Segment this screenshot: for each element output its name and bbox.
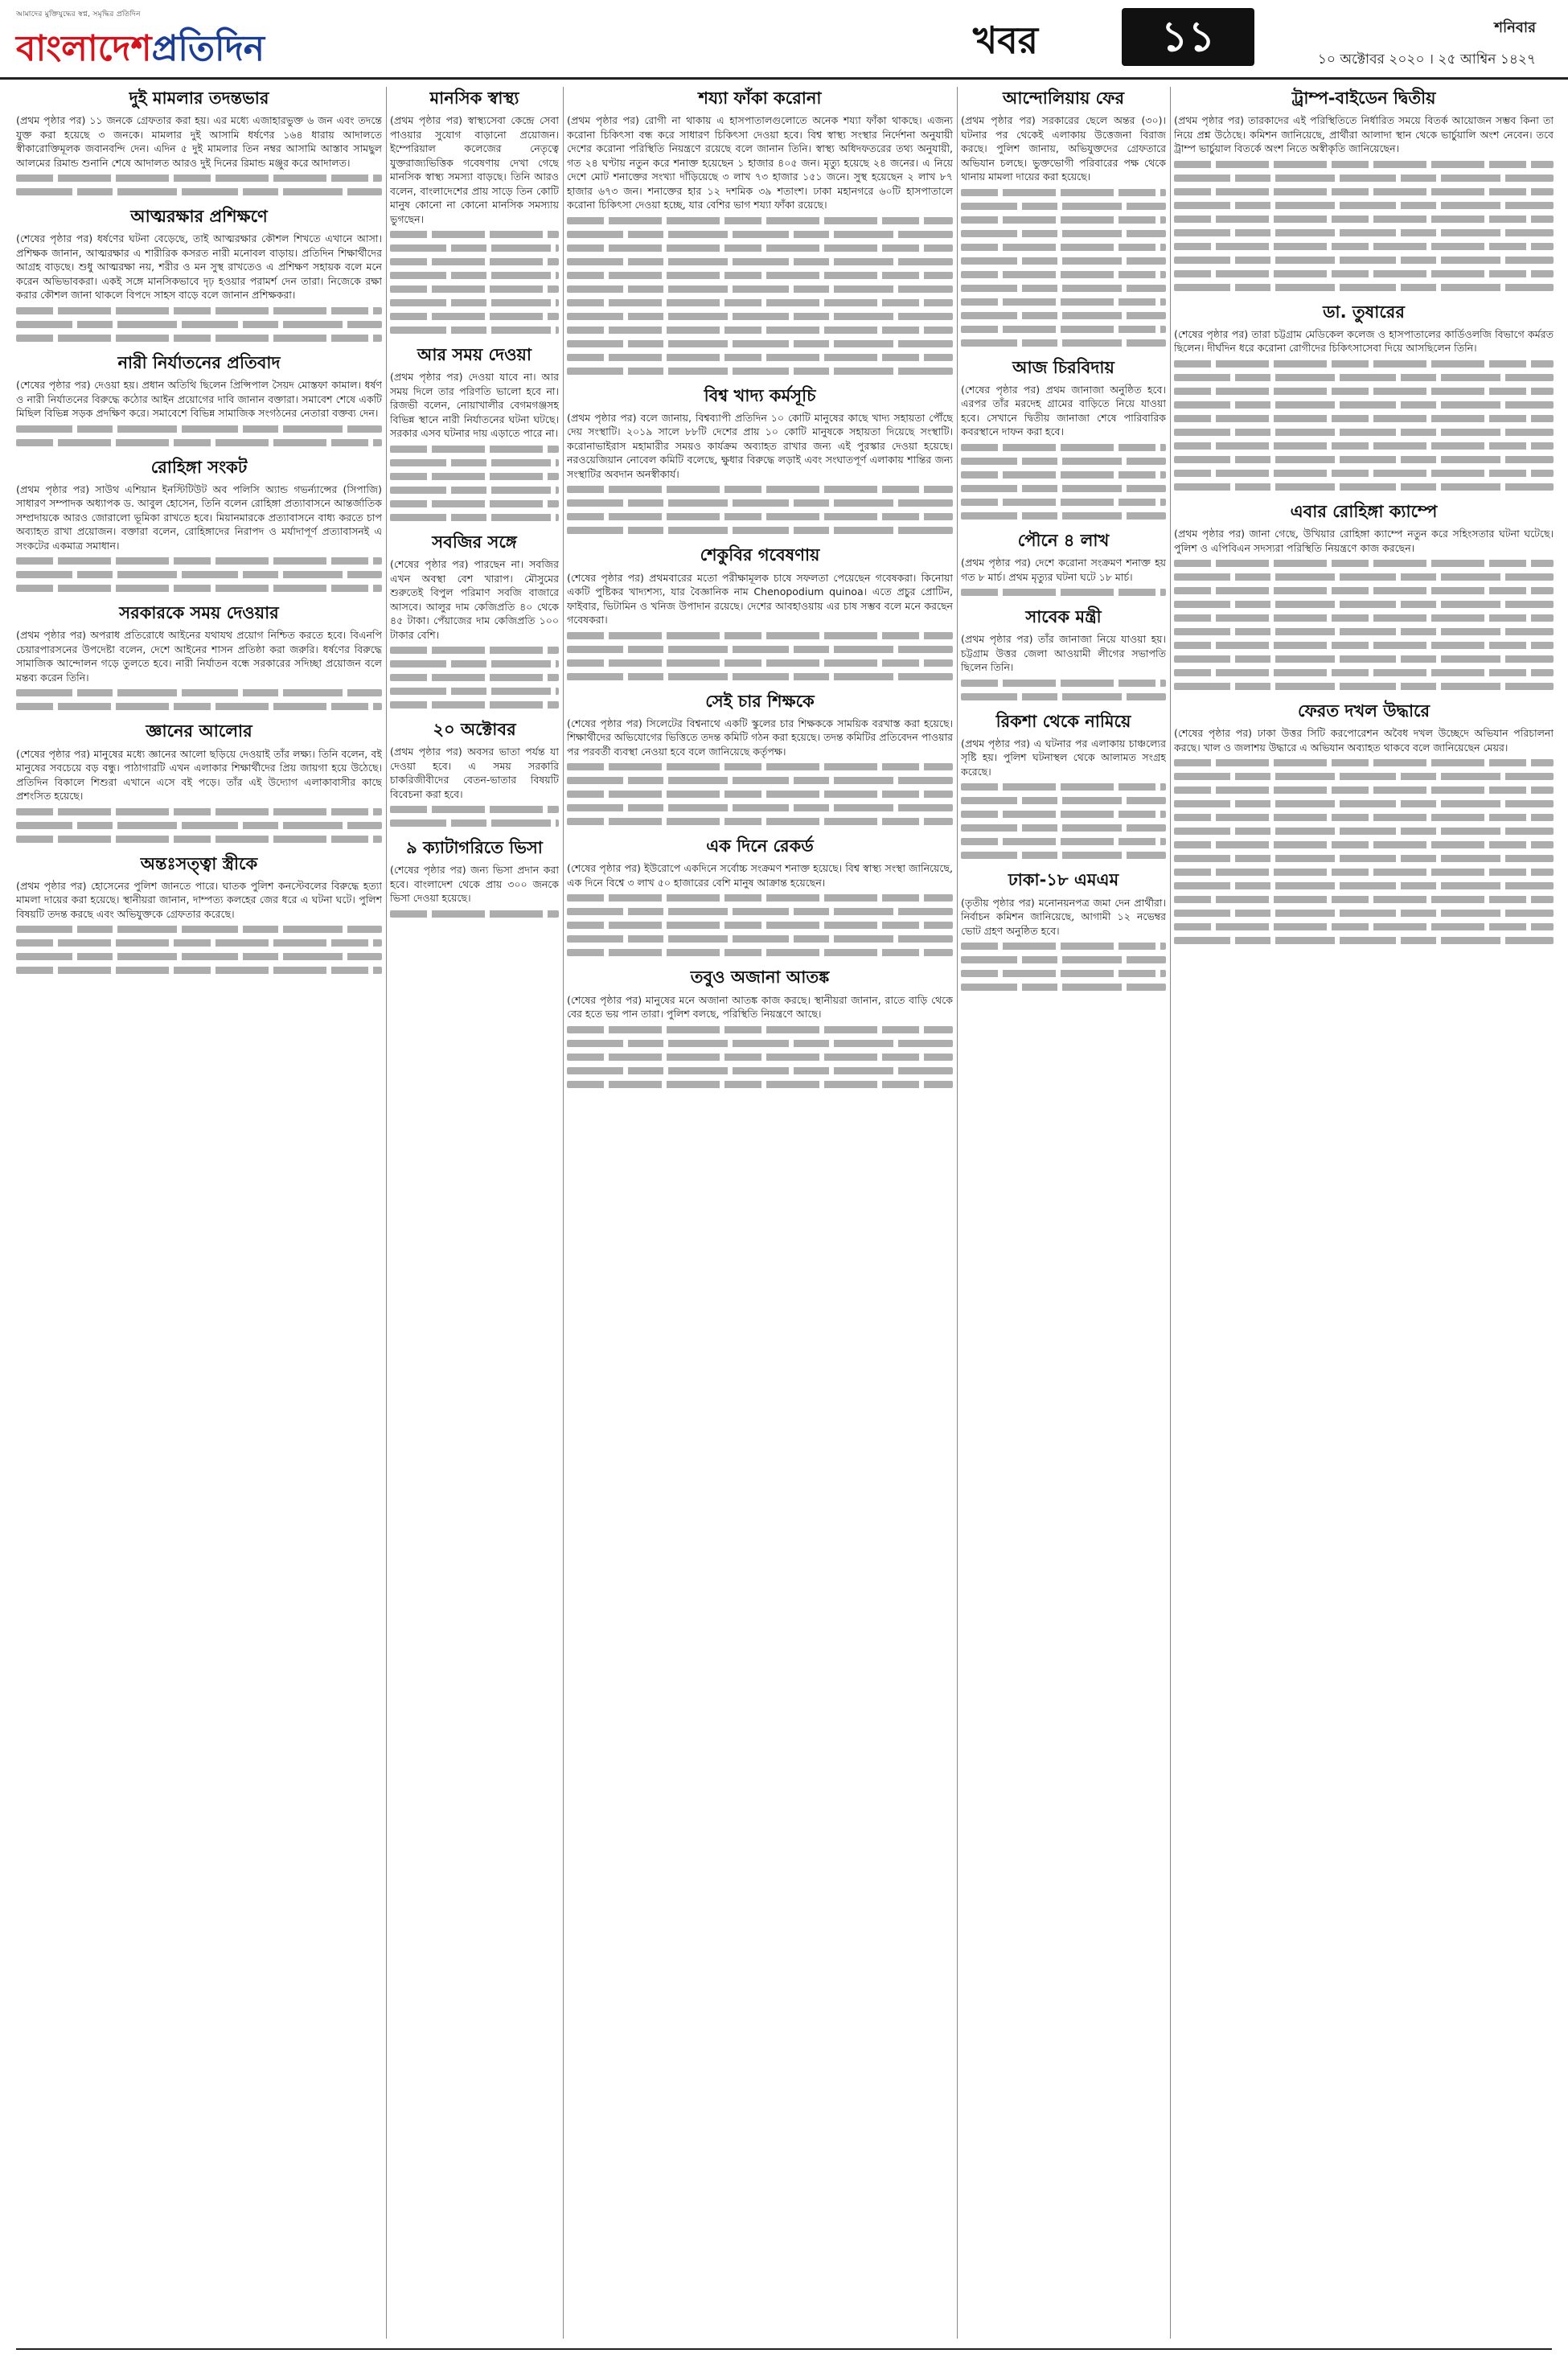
- weekday: শনিবার: [1494, 19, 1536, 36]
- column-divider: [1170, 87, 1171, 2339]
- text-continuation: [567, 818, 953, 825]
- text-continuation: [1174, 787, 1554, 794]
- text-continuation: [16, 335, 382, 342]
- text-continuation: [567, 1054, 953, 1061]
- story-body: (শেষের পৃষ্ঠার পর) তারা চট্টগ্রাম মেডিকেল কলেজ ও হাসপাতালের কার্ডিওলজি বিভাগে কর্মরত ছিলেন। দীর্ঘদিন ধরে করোনা রোগীদের চিকিৎসাসেবা দিয়ে আসছিলেন তিনি।: [1174, 327, 1554, 355]
- text-continuation: [16, 321, 382, 328]
- text-continuation: [961, 512, 1166, 520]
- news-story: [1174, 502, 1554, 690]
- news-story: [961, 358, 1166, 520]
- news-story: [1174, 88, 1554, 291]
- text-continuation: [961, 244, 1166, 251]
- story-headline[interactable]: ট্রাম্প-বাইডেন দ্বিতীয়: [1291, 88, 1436, 108]
- text-continuation: [961, 298, 1166, 306]
- story-headline[interactable]: আজ চিরবিদায়: [1012, 357, 1114, 377]
- text-continuation: [390, 701, 559, 709]
- logo-part-bangladesh: বাংলাদেশ: [16, 28, 152, 69]
- text-continuation: [1174, 202, 1554, 209]
- dateline: [1318, 16, 1536, 72]
- text-continuation: [567, 1067, 953, 1074]
- text-continuation: [567, 231, 953, 238]
- news-story: [16, 854, 382, 975]
- section-title: খবর: [973, 18, 1039, 62]
- text-continuation: [390, 244, 559, 252]
- text-continuation: [390, 688, 559, 695]
- text-continuation: [961, 216, 1166, 224]
- story-body: (শেষের পৃষ্ঠার পর) সিলেটের বিশ্বনাথে একটি স্কুলের চার শিক্ষককে সাময়িক বরখাস্ত করা হয়েছে। শিক্ষার্থীদের অভিযোগের ভিত্তিতে তদন্ত কমিটি গঠন করা হয়েছে। তদন্ত কমিটির প্রতিবেদন পাওয়ার পর পরবর্তী ব্যবস্থা নেওয়া হবে বলে জানিয়েছে কর্তৃপক্ষ।: [567, 717, 953, 758]
- story-body: (প্রথম পৃষ্ঠার পর) জানা গেছে, উখিয়ার রোহিঙ্গা ক্যাম্পে নতুন করে সহিংসতার ঘটনা ঘটেছে। পুলিশ ও এপিবিএন সদস্যরা পরিস্থিতি নিয়ন্ত্রণে কাজ করছেন।: [1174, 528, 1554, 554]
- text-continuation: [390, 660, 559, 667]
- text-continuation: [567, 368, 953, 375]
- story-body: (শেষের পৃষ্ঠার পর) ঢাকা উত্তর সিটি করপোরেশন অবৈধ দখল উচ্ছেদে অভিযান পরিচালনা করছে। খাল ও জলাশয় উদ্ধারে এ অভিযান অব্যাহত থাকবে বলে জানিয়েছেন মেয়র।: [1174, 727, 1554, 754]
- story-headline[interactable]: এবার রোহিঙ্গা ক্যাম্পে: [1290, 501, 1438, 521]
- story-headline[interactable]: ডা. তুষারের: [1323, 302, 1405, 322]
- story-body: (প্রথম পৃষ্ঠার পর) রোগী না থাকায় এ হাসপাতালগুলোতে অনেক শয্যা ফাঁকা থাকছে। এজন্য করোনা চিকিৎসা বন্ধ করে সাধারণ চিকিৎসা দেওয়া হবে। বিশ্ব স্বাস্থ্য সংস্থার নির্দেশনা অনুযায়ী দেশের করোনা পরিস্থিতি নিয়ন্ত্রণে রয়েছে বলে জানান তিনি। স্বাস্থ্য অধিদফতরের তথ্য অনুযায়ী, গত ২৪ ঘণ্টায় নতুন করে শনাক্ত হয়েছেন ১ হাজার ৪০৫ জন। মৃত্যু হয়েছে ২৪ জনের। এ নিয়ে দেশে মোট শনাক্তের সংখ্যা দাঁড়িয়েছে ৩ লাখ ৭৩ হাজার ১৫১ জনে। সুস্থ হয়েছেন ২ লাখ ৮৭ হাজার ৬৭৩ জন। শনাক্তের হার ১২ দশমিক ৩৯ শতাংশ। ঢাকা মহানগরে ৬০টি হাসপাতালে করোনা চিকিৎসা দেওয়া হচ্ছে, যার বেশির ভাগ শয্যা ফাঁকা রয়েছে।: [567, 114, 953, 212]
- story-headline[interactable]: শয্যা ফাঁকা করোনা: [698, 88, 822, 108]
- logo-tagline: আমাদের মুক্তিযুদ্ধের স্বপ্ন, সমৃদ্ধির প্রতিদিন: [16, 10, 141, 18]
- story-headline[interactable]: রোহিঙ্গা সংকট: [150, 457, 248, 477]
- text-continuation: [961, 471, 1166, 478]
- story-headline[interactable]: মানসিক স্বাস্থ্য: [429, 88, 519, 108]
- text-continuation: [390, 674, 559, 681]
- text-continuation: [16, 175, 382, 182]
- text-continuation: [16, 926, 382, 933]
- text-continuation: [567, 1026, 953, 1033]
- text-continuation: [1174, 284, 1554, 291]
- text-continuation: [567, 499, 953, 507]
- news-story: [567, 386, 953, 535]
- story-headline[interactable]: আন্দোলিয়ায় ফের: [1002, 88, 1125, 108]
- text-continuation: [961, 956, 1166, 963]
- text-continuation: [567, 763, 953, 770]
- news-story: [961, 607, 1166, 700]
- text-continuation: [567, 659, 953, 667]
- text-continuation: [961, 680, 1166, 687]
- text-continuation: [961, 984, 1166, 991]
- text-continuation: [961, 943, 1166, 950]
- text-continuation: [1174, 869, 1554, 876]
- text-continuation: [16, 557, 382, 565]
- text-continuation: [567, 935, 953, 943]
- story-body: (শেষের পৃষ্ঠার পর) প্রথম জানাজা অনুষ্ঠিত হবে। এরপর তাঁর মরদেহ গ্রামের বাড়িতে নিয়ে যাওয়া হবে। সেখানে দ্বিতীয় জানাজা শেষে পারিবারিক কবরস্থানে দাফন করা হবে।: [961, 383, 1166, 438]
- text-continuation: [1174, 483, 1554, 491]
- news-story: [390, 345, 559, 521]
- masthead: [0, 0, 1568, 80]
- news-story: [567, 88, 953, 375]
- text-continuation: [961, 458, 1166, 465]
- text-continuation: [567, 244, 953, 252]
- logo-part-protidin: প্রতিদিন: [151, 28, 265, 69]
- story-body: (প্রথম পৃষ্ঠার পর) সাউথ এশিয়ান ইনস্টিটিউট অব পলিসি অ্যান্ড গভর্ন্যান্সের (সিপাজি) সাধারণ সম্পাদক অধ্যাপক ড. আবুল হোসেন, তিনি বলেন রোহিঙ্গা প্রত্যাবাসনে আন্তর্জাতিক সম্প্রদায়কে আরও জোরালো ভূমিকা রাখতে হবে। মিয়ানমারকে প্রত্যাবাসনে বাধ্য করতে চাপ অব্যাহত রাখা প্রয়োজন। বক্তারা বলেন, রোহিঙ্গাদের নিরাপদ ও মর্যাদাপূর্ণ প্রত্যাবাসনই এ সংকটের একমাত্র সমাধান।: [16, 483, 382, 552]
- text-continuation: [1174, 882, 1554, 889]
- news-story: [16, 721, 382, 842]
- text-continuation: [567, 217, 953, 224]
- text-continuation: [390, 910, 559, 918]
- text-continuation: [961, 783, 1166, 791]
- story-headline[interactable]: নারী নির্যাতনের প্রতিবাদ: [117, 352, 281, 372]
- text-continuation: [567, 513, 953, 520]
- text-continuation: [16, 939, 382, 947]
- news-story: [390, 838, 559, 918]
- text-continuation: [567, 272, 953, 279]
- text-continuation: [1174, 683, 1554, 690]
- logo-text: [16, 22, 362, 80]
- news-story: [567, 836, 953, 956]
- text-continuation: [390, 285, 559, 293]
- text-continuation: [1174, 257, 1554, 264]
- text-continuation: [567, 1081, 953, 1088]
- column-4: [961, 87, 1166, 2339]
- text-continuation: [961, 444, 1166, 451]
- text-continuation: [1174, 800, 1554, 807]
- text-continuation: [1174, 401, 1554, 409]
- story-headline[interactable]: সবজির সঙ্গে: [432, 532, 517, 552]
- text-continuation: [567, 922, 953, 929]
- story-body: (প্রথম পৃষ্ঠার পর) দেওয়া যাবে না। আর সময় দিলে তার পরিণতি ভালো হবে না। রিজভী বলেন, নোয়াখালীর বেগমগঞ্জসহ বিভিন্ন স্থানে নারী নির্যাতনের ঘটনা ঘটছে। সরকার এসব ঘটনার দায় এড়াতে পারে না।: [390, 371, 559, 440]
- news-story: [1174, 302, 1554, 491]
- story-body: (শেষের পৃষ্ঠার পর) মানুষের মধ্যে জ্ঞানের আলো ছড়িয়ে দেওয়াই তাঁর লক্ষ্য। তিনি বলেন, বই মানুষের সবচেয়ে বড় বন্ধু। পাঠাগারটি এখন এলাকার শিক্ষার্থীদের প্রিয় জায়গা হয়ে উঠেছে। প্রতিদিন বিকালে শিশুরা এখানে এসে বই পড়ে। তাঁর এই উদ্যোগ এলাকাবাসীর কাছে প্রশংসিত হয়েছে।: [16, 747, 382, 803]
- story-headline[interactable]: অন্তঃসত্ত্বা স্ত্রীকে: [140, 853, 258, 873]
- column-divider: [957, 87, 958, 2339]
- story-body: (প্রথম পৃষ্ঠার পর) অপরাধ প্রতিরোধে আইনের যথাযথ প্রয়োগ নিশ্চিত করতে হবে। বিএনপি চেয়ারপারসনের উপদেষ্টা বলেন, দেশে আইনের শাসন প্রতিষ্ঠা করা জরুরি। ধর্ষণের বিরুদ্ধে সামাজিক আন্দোলন গড়ে তুলতে হবে। নারী নির্যাতন বন্ধে সরকারের সদিচ্ছা প্রয়োজন বলে মন্তব্য করেন তিনি।: [16, 629, 382, 684]
- story-body: (প্রথম পৃষ্ঠার পর) স্বাস্থ্যসেবা কেন্দ্রে সেবা পাওয়ার সুযোগ বাড়ানো প্রয়োজন। ইম্পেরিয়াল কলেজের নেতৃত্বে যুক্তরাজ্যভিত্তিক গবেষণায় দেখা গেছে মানসিক স্বাস্থ্য সমস্যা বাড়ছে। তিনি আরও বলেন, বাংলাদেশের প্রায় সাড়ে তিন কোটি মানুষ কোনো না কোনো মানসিক সমস্যায় ভুগছেন।: [390, 114, 559, 225]
- text-continuation: [1174, 573, 1554, 581]
- text-continuation: [961, 203, 1166, 210]
- column-5: [1174, 87, 1554, 2339]
- text-continuation: [961, 339, 1166, 347]
- text-continuation: [390, 647, 559, 654]
- news-story: [16, 88, 382, 195]
- story-body: (প্রথম পৃষ্ঠার পর) দেশে করোনা সংক্রমণ শনাক্ত হয় গত ৮ মার্চ। প্রথম মৃত্যুর ঘটনা ঘটে ১৮ মার্চ।: [961, 557, 1166, 583]
- text-continuation: [16, 585, 382, 592]
- text-continuation: [961, 257, 1166, 265]
- text-continuation: [16, 439, 382, 446]
- text-continuation: [1174, 429, 1554, 436]
- text-continuation: [1174, 243, 1554, 250]
- page-number: ১১: [1122, 8, 1254, 66]
- column-2: [390, 87, 559, 2339]
- story-headline[interactable]: সরকারকে সময় দেওয়ার: [119, 603, 279, 623]
- text-continuation: [567, 354, 953, 361]
- date-text: ১০ অক্টোবর ২০২০ । ২৫ আশ্বিন ১৪২৭: [1317, 51, 1536, 68]
- story-headline[interactable]: জ্ঞানের আলোর: [146, 721, 252, 741]
- text-continuation: [16, 571, 382, 578]
- story-body: (প্রথম পৃষ্ঠার পর) অবসর ভাতা পর্যন্ত যা দেওয়া হবে। এ সময় সরকারি চাকরিজীবীদের বেতন-ভাতার বিষয়টি বিবেচনা করা হবে।: [390, 745, 559, 800]
- text-continuation: [567, 258, 953, 265]
- text-continuation: [961, 189, 1166, 196]
- text-continuation: [16, 967, 382, 974]
- news-story: [961, 712, 1166, 860]
- text-continuation: [390, 231, 559, 238]
- text-continuation: [1174, 855, 1554, 862]
- news-story: [961, 870, 1166, 991]
- story-body: (প্রথম পৃষ্ঠার পর) ১১ জনকে গ্রেফতার করা হয়। এর মধ্যে এজাহারভুক্ত ৬ জন এবং তদন্তে যুক্ত করা হয়েছে ৩ জনকে। মামলার দুই আসামি ধর্ষণের ১৬৪ ধারায় আদালতে স্বীকারোক্তিমূলক জবানবন্দি দেন। এদিন ৫ দুই মামলার তিন নম্বর আসামি আস্তাব সামছুল আলমের রিমান্ড শুনানি শেষে আদালত আরও দুই দিনের রিমান্ড মঞ্জুর করে আদালত।: [16, 114, 382, 169]
- text-continuation: [390, 806, 559, 813]
- text-continuation: [16, 703, 382, 710]
- text-continuation: [1174, 759, 1554, 766]
- story-body: (শেষের পৃষ্ঠার পর) মানুষের মনে অজানা আতঙ্ক কাজ করছে। স্থানীয়রা জানান, রাতে বাড়ি থেকে বের হতে ভয় পান তারা। পুলিশ বলছে, পরিস্থিতি নিয়ন্ত্রণে আছে।: [567, 993, 953, 1021]
- story-headline[interactable]: আত্মরক্ষার প্রশিক্ষণে: [130, 207, 268, 227]
- text-continuation: [390, 819, 559, 827]
- news-story: [16, 207, 382, 342]
- text-continuation: [390, 487, 559, 494]
- text-continuation: [1174, 642, 1554, 649]
- text-continuation: [961, 970, 1166, 977]
- text-continuation: [961, 271, 1166, 278]
- text-continuation: [390, 500, 559, 507]
- story-body: (তৃতীয় পৃষ্ঠার পর) মনোনয়নপত্র জমা দেন প্রার্থীরা। নির্বাচন কমিশন জানিয়েছে, আগামী ১২ নভেম্বর ভোট গ্রহণ অনুষ্ঠিত হবে।: [961, 896, 1166, 937]
- column-divider: [563, 87, 564, 2339]
- story-body: (শেষের পৃষ্ঠার পর) পারছেন না। সবজির এখন অবস্থা বেশ খারাপ। মৌসুমের শুরুতেই বিপুল পরিমাণ সবজি বাজারে আসবে। আলুর দাম কেজিপ্রতি ৪০ থেকে ৪৫ টাকা। পেঁয়াজের দাম কেজিপ্রতি ১০০ টাকার বেশি।: [390, 558, 559, 641]
- text-continuation: [567, 894, 953, 902]
- text-continuation: [567, 527, 953, 534]
- text-continuation: [961, 824, 1166, 832]
- text-continuation: [567, 299, 953, 306]
- text-continuation: [16, 836, 382, 843]
- text-continuation: [961, 312, 1166, 319]
- story-headline[interactable]: তবুও অজানা আতঙ্ক: [690, 967, 830, 988]
- news-story: [961, 531, 1166, 596]
- news-story: [390, 720, 559, 827]
- story-headline[interactable]: ৯ ক্যাটাগরিতে ভিসা: [406, 838, 543, 858]
- text-continuation: [961, 499, 1166, 506]
- text-continuation: [390, 327, 559, 334]
- newspaper-logo[interactable]: [16, 8, 362, 72]
- story-body: (প্রথম পৃষ্ঠার পর) বলে জানায়, বিশ্বব্যাপী প্রতিদিন ১০ কোটি মানুষের কাছে খাদ্য সহায়তা পৌঁছে দেয় সংস্থাটি। ২০১৯ সালে ৮৮টি দেশের প্রায় ১০ কোটি মানুষকে সহায়তা দিয়েছে সংস্থাটি। করোনাভাইরাস মহামারীর সময়ও কার্যক্রম অব্যাহত রাখার জন্য এই পুরস্কার দেওয়া হয়েছে। নরওয়েজিয়ান নোবেল কমিটি বলেছে, ক্ষুধার বিরুদ্ধে লড়াই এবং সংঘাতপূর্ণ এলাকায় শান্তির জন্য সংস্থাটির অবদান অনস্বীকার্য।: [567, 411, 953, 480]
- story-headline[interactable]: ঢাকা-১৮ এমএম: [1008, 870, 1119, 890]
- text-continuation: [1174, 560, 1554, 567]
- story-body: (প্রথম পৃষ্ঠার পর) হোসেনের পুলিশ জানতে পারে। ঘাতক পুলিশ কনস্টেবলের বিরুদ্ধে হত্যা মামলা দায়ের করা হয়েছে। স্থানীয়রা জানান, দাম্পত্য কলহের জের ধরে এ ঘটনা ঘটে। পুলিশ বিষয়টি তদন্ত করছে এবং অভিযুক্তকে গ্রেফতার করেছে।: [16, 879, 382, 920]
- text-continuation: [390, 299, 559, 306]
- text-continuation: [1174, 814, 1554, 821]
- text-continuation: [961, 230, 1166, 237]
- text-continuation: [567, 804, 953, 811]
- text-continuation: [567, 791, 953, 798]
- text-continuation: [390, 473, 559, 480]
- news-story: [16, 353, 382, 446]
- text-continuation: [1174, 216, 1554, 223]
- text-continuation: [961, 693, 1166, 700]
- news-story: [16, 603, 382, 710]
- text-continuation: [567, 313, 953, 320]
- story-headline[interactable]: ফেরত দখল উদ্ধারে: [1297, 701, 1430, 721]
- text-continuation: [16, 425, 382, 433]
- text-continuation: [1174, 388, 1554, 395]
- story-body: (শেষের পৃষ্ঠার পর) ইউরোপে একদিনে সর্বোচ্চ সংক্রমণ শনাক্ত হয়েছে। বিশ্ব স্বাস্থ্য সংস্থা জানিয়েছে, এক দিনে বিশ্বে ৩ লাখ ৫০ হাজারের বেশি মানুষ আক্রান্ত হয়েছেন।: [567, 862, 953, 889]
- news-story: [567, 692, 953, 826]
- story-body: (শেষের পৃষ্ঠার পর) দেওয়া হয়। প্রধান অতিথি ছিলেন প্রিন্সিপাল সৈয়দ মোস্তফা কামাল। ধর্ষণ ও নারী নির্যাতনের বিরুদ্ধে কঠোর আইন প্রয়োগের দাবি জানান বক্তারা। সমাবেশ শেষে একটি মিছিল বিভিন্ন সড়ক প্রদক্ষিণ করে। সমাবেশে বিভিন্ন সামাজিক সংগঠনের নেতারা বক্তব্য দেন।: [16, 379, 382, 420]
- text-continuation: [16, 307, 382, 314]
- column-1: [16, 87, 382, 2339]
- text-continuation: [961, 811, 1166, 818]
- news-story: [16, 458, 382, 593]
- news-story: [1174, 701, 1554, 944]
- story-headline[interactable]: পৌনে ৪ লাখ: [1017, 530, 1110, 550]
- text-continuation: [16, 822, 382, 829]
- text-continuation: [1174, 161, 1554, 168]
- text-continuation: [16, 188, 382, 195]
- text-continuation: [1174, 470, 1554, 477]
- text-continuation: [567, 486, 953, 493]
- story-body: (শেষের পৃষ্ঠার পর) জন্য ভিসা প্রদান করা হবে। বাংলাদেশ থেকে প্রায় ৩০০ জনকে ভিসা দেওয়া হয়েছে।: [390, 864, 559, 905]
- text-continuation: [1174, 587, 1554, 594]
- text-continuation: [567, 777, 953, 784]
- story-headline[interactable]: বিশ্ব খাদ্য কর্মসূচি: [704, 385, 816, 405]
- text-continuation: [390, 514, 559, 521]
- text-continuation: [1174, 442, 1554, 450]
- text-continuation: [390, 258, 559, 265]
- story-body: (শেষের পৃষ্ঠার পর) প্রথমবারের মতো পরীক্ষামূলক চাষে সফলতা পেয়েছেন গবেষকরা। কিনোয়া একটি পুষ্টিকর খাদ্যশস্য, যার বৈজ্ঞানিক নাম Chenopodium quinoa। এতে প্রচুর প্রোটিন, ফাইবার, ভিটামিন ও খনিজ উপাদান রয়েছে। দেশের আবহাওয়ায় এর চাষ সম্ভব বলে মনে করছেন গবেষকরা।: [567, 571, 953, 626]
- text-continuation: [1174, 669, 1554, 676]
- text-continuation: [1174, 456, 1554, 463]
- text-continuation: [1174, 374, 1554, 381]
- text-continuation: [1174, 188, 1554, 195]
- story-headline[interactable]: ২০ অক্টোবর: [433, 720, 516, 740]
- text-continuation: [567, 340, 953, 347]
- text-continuation: [1174, 923, 1554, 930]
- text-continuation: [1174, 828, 1554, 835]
- text-continuation: [1174, 415, 1554, 422]
- column-divider: [386, 87, 387, 2339]
- text-continuation: [567, 673, 953, 680]
- text-continuation: [567, 646, 953, 653]
- text-continuation: [1174, 270, 1554, 277]
- news-story: [567, 967, 953, 1087]
- story-body: (প্রথম পৃষ্ঠার পর) সরকারের ছেলে অন্তর (৩০)। ঘটনার পর থেকেই এলাকায় উত্তেজনা বিরাজ করছে। পুলিশ জানায়, অভিযুক্তদের গ্রেফতারে অভিযান চলছে। ভুক্তভোগী পরিবারের পক্ষ থেকে থানায় মামলা দায়ের করা হয়েছে।: [961, 114, 1166, 183]
- text-continuation: [1174, 773, 1554, 780]
- story-body: (প্রথম পৃষ্ঠার পর) তারকাদের এই পরিস্থিতিতে নির্ধারিত সময়ে বিতর্ক আয়োজন সম্ভব কিনা তা নিয়ে প্রশ্ন উঠেছে। কমিশন জানিয়েছে, প্রার্থীরা আলাদা স্থান থেকে ভার্চুয়ালি অংশ নেবেন। তবে ট্রাম্প ভার্চুয়াল বিতর্কে অংশ নিতে অস্বীকৃতি জানিয়েছেন।: [1174, 114, 1554, 155]
- text-continuation: [1174, 628, 1554, 635]
- text-continuation: [390, 459, 559, 466]
- text-continuation: [1174, 910, 1554, 917]
- story-body: (প্রথম পৃষ্ঠার পর) তাঁর জানাজা নিয়ে যাওয়া হয়। চট্টগ্রাম উত্তর জেলা আওয়ামী লীগের সভাপতি ছিলেন তিনি।: [961, 633, 1166, 674]
- news-story: [390, 532, 559, 709]
- column-3: [567, 87, 953, 2339]
- text-continuation: [567, 1040, 953, 1047]
- news-story: [390, 88, 559, 334]
- text-continuation: [1174, 937, 1554, 944]
- story-headline[interactable]: সাবেক মন্ত্রী: [1025, 607, 1102, 627]
- footer-rule: [16, 2348, 1552, 2350]
- text-continuation: [567, 327, 953, 334]
- text-continuation: [1174, 175, 1554, 182]
- text-continuation: [961, 326, 1166, 333]
- text-continuation: [567, 949, 953, 956]
- text-continuation: [1174, 841, 1554, 848]
- story-headline[interactable]: শেকুবির গবেষণায়: [700, 545, 820, 565]
- story-headline[interactable]: এক দিনে রেকর্ড: [706, 836, 814, 856]
- text-continuation: [961, 852, 1166, 859]
- story-body: (প্রথম পৃষ্ঠার পর) এ ঘটনার পর এলাকায় চাঞ্চল্যের সৃষ্টি হয়। পুলিশ ঘটনাস্থল থেকে আলামত সংগ্রহ করেছে।: [961, 737, 1166, 778]
- text-continuation: [16, 689, 382, 696]
- text-continuation: [16, 953, 382, 960]
- text-continuation: [567, 632, 953, 639]
- text-continuation: [961, 797, 1166, 804]
- text-continuation: [1174, 229, 1554, 236]
- text-continuation: [390, 446, 559, 453]
- news-story: [961, 88, 1166, 347]
- text-continuation: [390, 272, 559, 279]
- text-continuation: [1174, 360, 1554, 368]
- story-headline[interactable]: রিকশা থেকে নামিয়ে: [995, 711, 1131, 731]
- text-continuation: [961, 285, 1166, 292]
- text-continuation: [390, 313, 559, 320]
- text-continuation: [961, 838, 1166, 845]
- text-continuation: [567, 285, 953, 293]
- text-continuation: [16, 808, 382, 815]
- text-continuation: [1174, 896, 1554, 903]
- news-story: [567, 545, 953, 680]
- story-headline[interactable]: দুই মামলার তদন্তভার: [129, 88, 269, 108]
- text-continuation: [567, 908, 953, 915]
- story-body: (শেষের পৃষ্ঠার পর) ধর্ষণের ঘটনা বেড়েছে, তাই আত্মরক্ষার কৌশল শিখতে এখানে আসা। প্রশিক্ষক জানান, আত্মরক্ষার এ শারীরিক কসরত নারী মনোবল বাড়ায়। প্রতিদিন শিক্ষার্থীদের আগ্রহ বাড়ছে। শুধু আত্মরক্ষা নয়, শরীর ও মন সুস্থ রাখতেও এ প্রশিক্ষণ সহায়ক বলে মনে করেন অভিভাবকরা। একই সঙ্গে মানসিকভাবে দৃঢ় হওয়ার পরামর্শ দেন তারা। নিজেকে রক্ষা করার কৌশল জানা থাকলে বিপদে সাহস বাড়ে বলে জানান প্রশিক্ষকরা।: [16, 232, 382, 302]
- text-continuation: [1174, 655, 1554, 663]
- story-headline[interactable]: সেই চার শিক্ষকে: [705, 691, 815, 711]
- text-continuation: [1174, 601, 1554, 608]
- text-continuation: [961, 589, 1166, 596]
- text-continuation: [1174, 614, 1554, 622]
- text-continuation: [961, 485, 1166, 492]
- story-headline[interactable]: আর সময় দেওয়া: [417, 345, 532, 365]
